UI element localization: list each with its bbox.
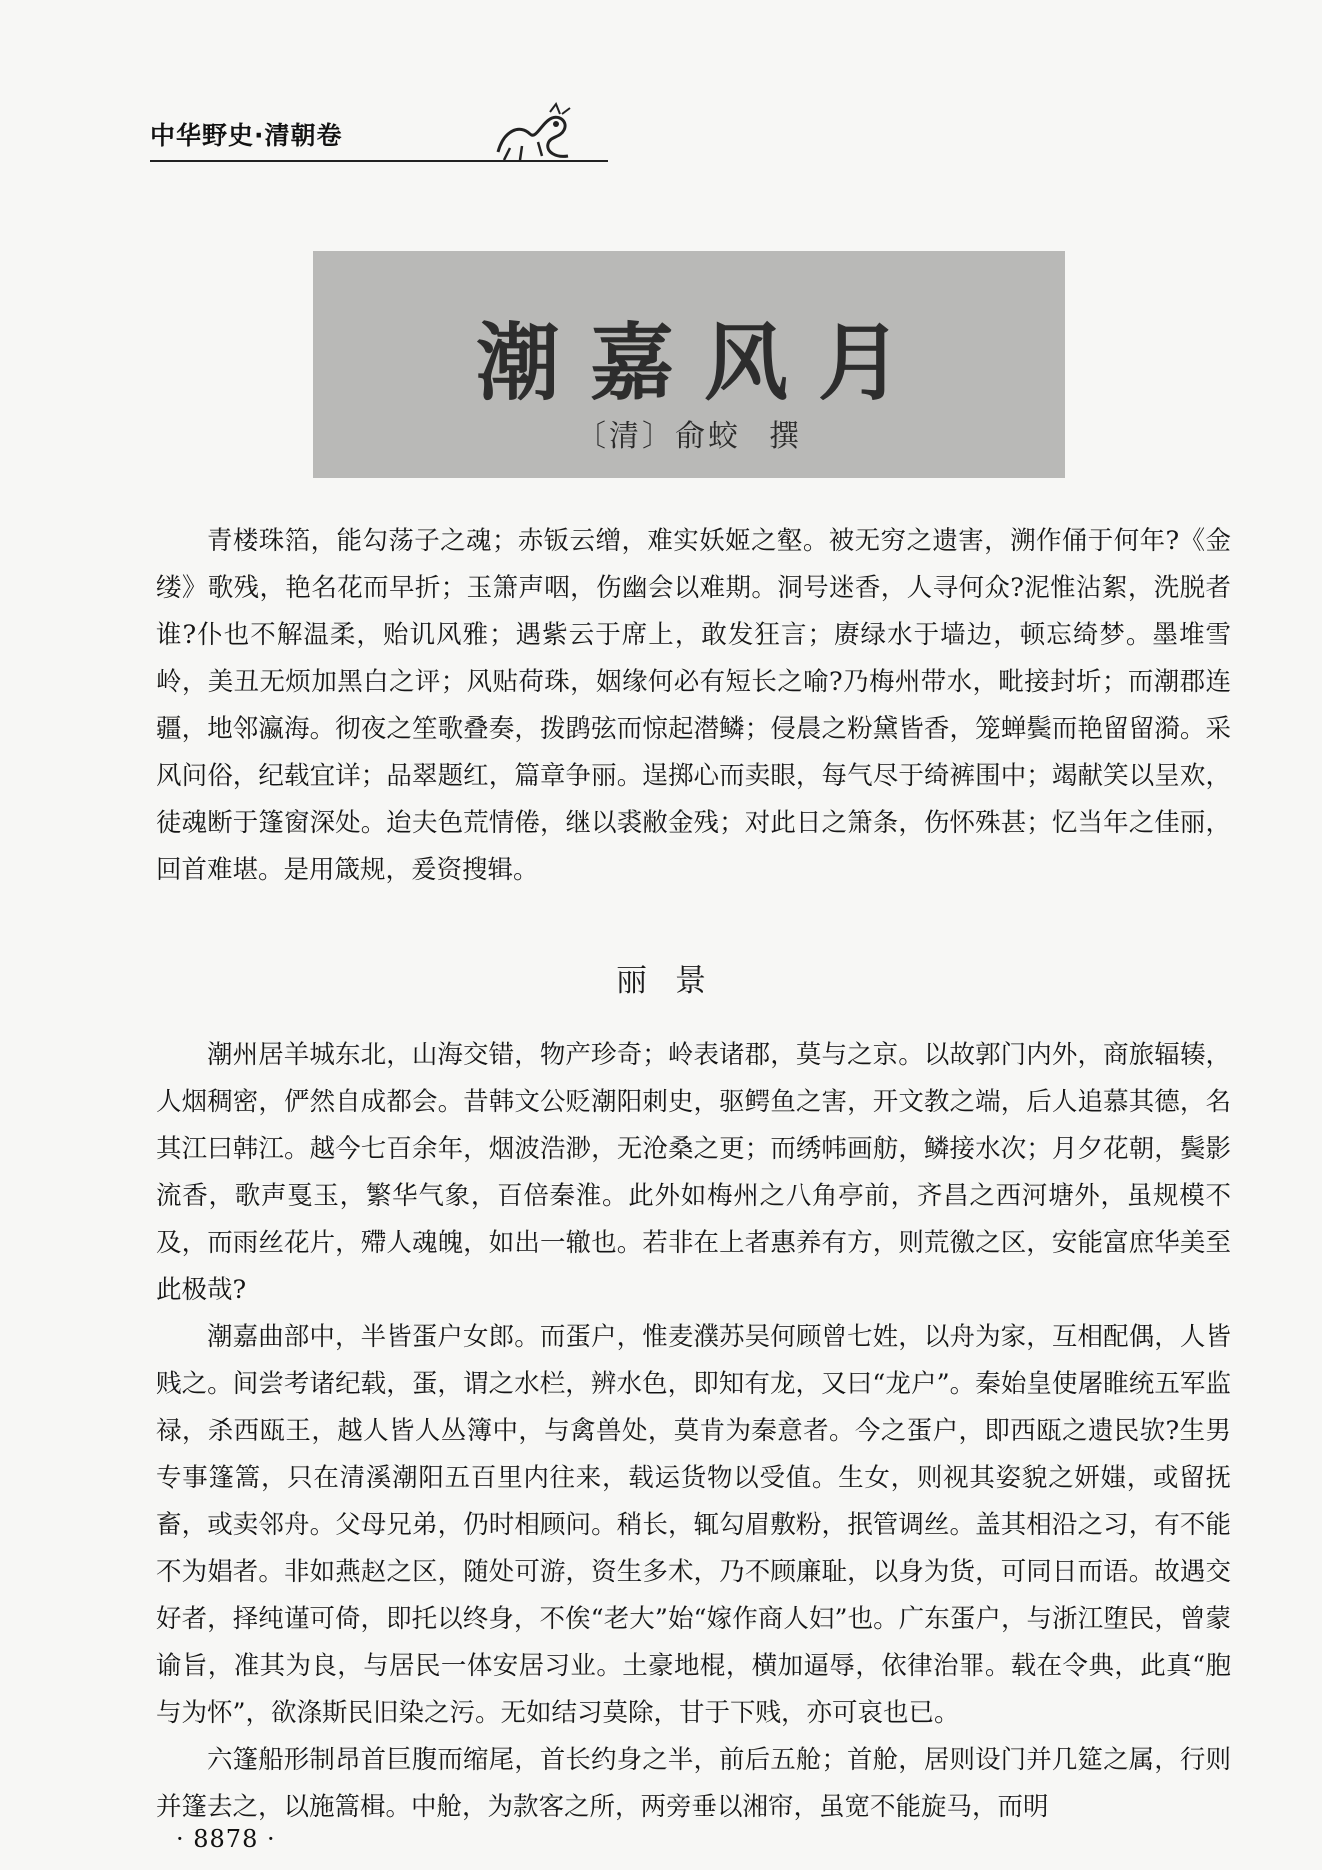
body-paragraph: 潮州居羊城东北，山海交错，物产珍奇；岭表诸郡，莫与之京。以故郭门内外，商旅辐辏，人烟稠密，俨然自成都会。昔韩文公贬潮阳刺史，驱鳄鱼之害，开文教之端，后人追慕其德，名其江曰韩江。越今七百余年，烟波浩渺，无沧桑之更；而绣帏画舫，鳞接水次；月夕花朝，鬓影流香，歌声戛玉，繁华气象，百倍秦淮。此外如梅州之八角亭前，齐昌之西河塘外，虽规模不及，而雨丝花片，殢人魂魄，如出一辙也。若非在上者惠养有方，则荒徼之区，安能富庶华美至此极哉? <box>156 1040 1231 1305</box>
dragon-ornament-icon <box>490 100 580 170</box>
title-box <box>313 251 1065 478</box>
page-number: · 8878 · <box>176 1825 276 1853</box>
author-line <box>313 411 1065 455</box>
section-heading: 丽景 <box>616 963 734 999</box>
body-paragraph: 潮嘉曲部中，半皆蛋户女郎。而蛋户，惟麦濮苏吴何顾曾七姓，以舟为家，互相配偶，人皆贱之。间尝考诸纪载，蛋，谓之水栏，辨水色，即知有龙，又曰“龙户”。秦始皇使屠睢统五军监禄，杀西瓯王，越人皆人丛簿中，与禽兽处，莫肯为秦意者。今之蛋户，即西瓯之遗民欤?生男专事篷篙，只在清溪潮阳五百里内往来，载运货物以受值。生女，则视其姿貌之妍媸，或留抚畜，或卖邻舟。父母兄弟，仍时相顾问。稍长，辄勾眉敷粉，抿管调丝。盖其相沿之习，有不能不为娼者。非如燕赵之区，随处可游，资生多术，乃不顾廉耻，以身为货，可同日而语。故遇交好者，择纯谨可倚，即托以终身，不俟“老大”始“嫁作商人妇”也。广东蛋户，与浙江堕民，曾蒙谕旨，准其为良，与居民一体安居习业。土豪地棍，横加逼辱，依律治罪。载在令典，此真“胞与为怀”，欲涤斯民旧染之污。无如结习莫除，甘于下贱，亦可哀也已。 <box>156 1322 1231 1728</box>
preface-paragraph: 青楼珠箔，能勾荡子之魂；赤钣云缯，难实妖姬之壑。被无穷之遗害，溯作俑于何年?《金缕》歌残，艳名花而早折；玉箫声咽，伤幽会以难期。洞号迷香，人寻何众?泥惟沾絮，洗脱者谁?仆也不解温柔，贻讥风雅；遇紫云于席上，敢发狂言；赓绿水于墙边，顿忘绮梦。墨堆雪岭，美丑无烦加黑白之评；风贴荷珠，姻缘何必有短长之喻?乃梅州带水，毗接封圻；而潮郡连疆，地邻瀛海。彻夜之笙歌叠奏，拨鹍弦而惊起潜鳞；侵晨之粉黛皆香，笼蝉鬓而艳留留漪。采风问俗，纪载宜详；品翠题红，篇章争丽。逞掷心而卖眼，每气尽于绮裤围中；竭献笑以呈欢，徒魂断于篷窗深处。迨夫色荒情倦，继以裘敝金残；对此日之箫条，伤怀殊甚；忆当年之佳丽，回首难堪。是用箴规，爰资搜辑。 <box>156 526 1231 885</box>
article-title: 潮嘉风月 <box>475 313 932 412</box>
preface-text <box>156 518 1231 894</box>
author-role: 撰 <box>769 419 802 454</box>
author-name: 俞蛟 <box>675 419 741 454</box>
running-title: 中华野史·清朝卷 <box>150 121 343 150</box>
body-paragraph: 六篷船形制昂首巨腹而缩尾，首长约身之半，前后五舱；首舱，居则设门并几筵之属，行则并篷去之，以施篙楫。中舱，为款客之所，两旁垂以湘帘，虽宽不能旋马，而明 <box>156 1745 1231 1822</box>
dynasty-label: 〔清〕 <box>576 419 675 454</box>
section-body <box>156 1032 1231 1831</box>
